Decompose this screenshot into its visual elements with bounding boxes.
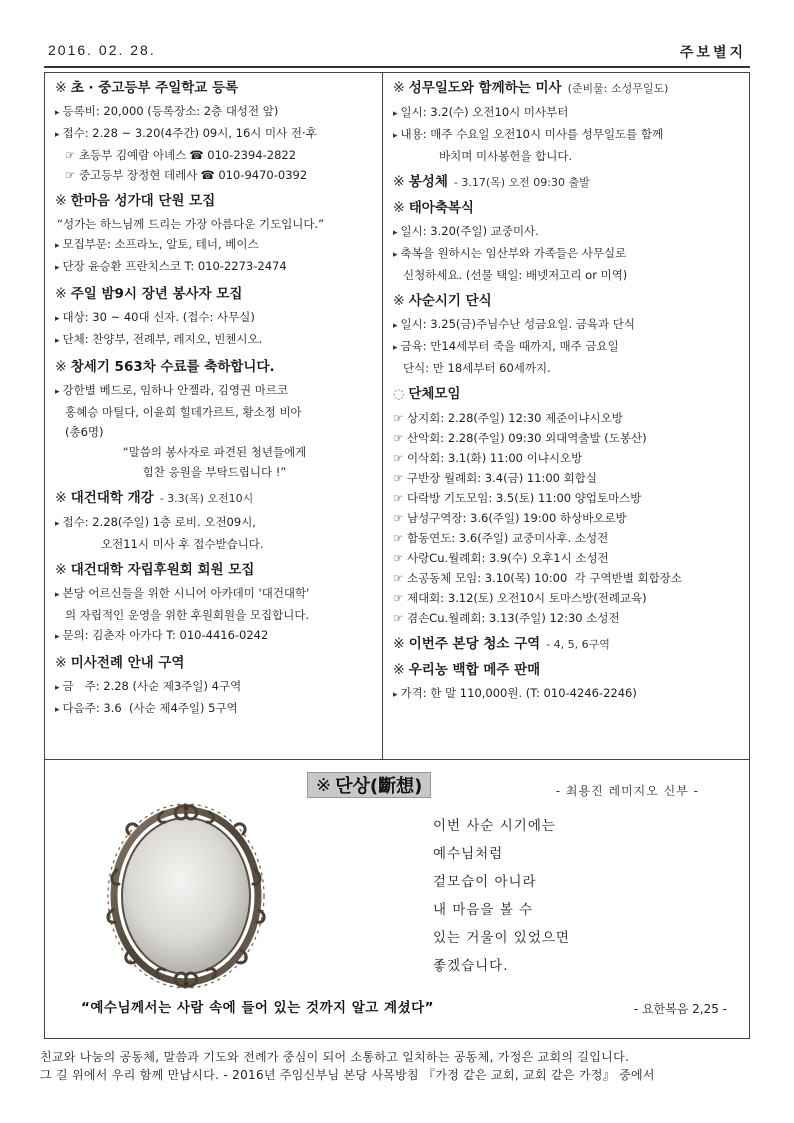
bullet-icon: ▸ — [55, 130, 60, 140]
reference-mark-icon: ※ — [55, 286, 67, 302]
section-title: 성무일도와 함께하는 미사 — [408, 80, 562, 96]
reflection-section — [45, 760, 749, 1038]
reference-mark-icon: ※ — [393, 80, 405, 96]
pointing-hand-icon: ☞ — [393, 611, 407, 625]
notice-meju-sale: ※ 우리농 백합 메주 판매 ▸ 가격: 한 말 110,000원. (T: 010-4246-2246) — [393, 662, 637, 700]
notice-lent-fasting: ※ 사순시기 단식 ▸ 일시: 3.25(금)주님수난 성금요일. 금육과 단식 ▸ 금육: 만14세부터 죽을 때까지, 매주 금요일 단식: 만 18세부터 60세까지. — [393, 293, 636, 375]
list-item: ☞ 제대회: 3.12(토) 오전10시 토마스방(전례교육) — [393, 591, 647, 605]
bullet-icon: ▸ — [393, 250, 398, 260]
left-column — [45, 73, 383, 759]
parish-motto-footer — [40, 1048, 756, 1084]
reflection-poem — [433, 812, 570, 980]
pointing-hand-icon: ☞ — [393, 531, 407, 545]
bullet-icon: ▸ — [55, 387, 60, 397]
reflection-title: ※ 단상(斷想) — [307, 772, 431, 798]
list-item: ☞ 다락방 기도모임: 3.5(토) 11:00 양업토마스방 — [393, 491, 642, 505]
bullet-icon: ▸ — [393, 109, 398, 119]
issue-date: 2016. 02. 28. — [48, 42, 156, 58]
list-item: ☞ 산악회: 2.28(주일) 09:30 외대역출발 (도봉산) — [393, 431, 647, 445]
list-item: ☞ 남성구역장: 3.6(주일) 19:00 하상바오로방 — [393, 511, 627, 525]
reference-mark-icon: ※ — [393, 662, 405, 678]
pointing-hand-icon: ☞ — [393, 471, 407, 485]
reflection-author: - 최용진 레미지오 신부 - — [555, 784, 699, 798]
section-title: 태아축복식 — [408, 200, 474, 216]
list-item: ☞ 이삭회: 3.1(화) 11:00 이냐시오방 — [393, 451, 583, 465]
list-item: ☞ 소공동체 모임: 3.10(목) 10:00 각 구역반별 회합장소 — [393, 571, 682, 585]
poem-line: 내 마음을 볼 수 — [433, 902, 534, 918]
pointing-hand-icon: ☞ — [393, 451, 407, 465]
bulletin-title: 주보별지 — [679, 45, 746, 61]
notice-cleaning-zone: ※ 이번주 본당 청소 구역 - 4, 5, 6구역 — [393, 636, 610, 652]
bullet-icon: ▸ — [55, 705, 60, 715]
poem-line: 겉모습이 아니라 — [433, 874, 537, 890]
header-rule — [44, 66, 750, 68]
section-title: 창세기 563차 수료를 축하합니다. — [70, 359, 275, 375]
bullet-icon: ▸ — [55, 683, 60, 693]
poem-line: 있는 거울이 있었으면 — [433, 930, 570, 946]
section-title: 봉성체 — [408, 174, 448, 190]
bullet-icon: ▸ — [393, 131, 398, 141]
section-title: 초 · 중고등부 주일학교 등록 — [70, 80, 239, 96]
notice-support-members: ※ 대건대학 자립후원회 회원 모집 ▸ 본당 어르신들을 위한 시니어 아카데미 '대건대학' 의 자립적인 운영을 위한 후원회원을 모집합니다. ▸ 문의: 김춘자 아가다 T: 010-4416-0242 — [55, 562, 310, 642]
bullet-icon: ▸ — [393, 343, 398, 353]
bullet-icon: ▸ — [55, 263, 60, 273]
bullet-icon: ▸ — [55, 590, 60, 600]
pointing-hand-icon: ☞ — [393, 491, 407, 505]
list-item: ☞ 상지회: 2.28(주일) 12:30 제준이냐시오방 — [393, 411, 623, 425]
page-header — [44, 40, 750, 68]
reference-mark-icon: ※ — [55, 562, 67, 578]
reference-mark-icon: ※ — [55, 359, 67, 375]
notice-sunday-school: ※ 초 · 중고등부 주일학교 등록 ▸ 등록비: 20,000 (등록장소: 2층 대성전 앞) ▸ 접수: 2.28 ~ 3.20(4주간) 09시, 16시 미사 전·후 ☞ 초등부 김예람 아녜스 ☎ 010-2394-2822 ☞ 중고등부 장정현 데레사 ☎ 010-9470-0392 — [55, 80, 317, 182]
section-title: 주일 밤9시 장년 봉사자 모집 — [70, 286, 243, 302]
poem-line: 예수님처럼 — [433, 846, 504, 862]
pointing-hand-icon: ☞ — [65, 168, 79, 182]
poem-line: 이번 사순 시기에는 — [433, 818, 556, 834]
poem-line: 좋겠습니다. — [433, 958, 509, 974]
bullet-icon: ▸ — [55, 519, 60, 529]
bulletin-frame — [44, 72, 750, 1039]
notice-columns — [45, 73, 749, 759]
section-title: 이번주 본당 청소 구역 — [408, 636, 541, 652]
reference-mark-icon: ※ — [55, 193, 67, 209]
bullet-icon: ▸ — [393, 321, 398, 331]
bullet-icon: ▸ — [55, 336, 60, 346]
notice-divine-office-mass: ※ 성무일도와 함께하는 미사 (준비물: 소성무일도) ▸ 일시: 3.2(수) 오전10시 미사부터 ▸ 내용: 매주 수요일 오전10시 미사를 성무일도를 함께 바치며 미사봉헌을 합니다. — [393, 80, 669, 163]
reference-mark-icon: ※ — [393, 636, 405, 652]
list-item: ☞ 사랑Cu.월례회: 3.9(수) 오후1시 소성전 — [393, 551, 609, 565]
notice-unborn-blessing: ※ 태아축복식 ▸ 일시: 3.20(주일) 교중미사. ▸ 축복을 원하시는 임산부와 가족들은 사무실로 신청하세요. (선물 택일: 배넷저고리 or 미역) — [393, 200, 628, 282]
section-title: 대건대학 자립후원회 회원 모집 — [70, 562, 255, 578]
bullet-icon: ▸ — [55, 632, 60, 642]
section-title: 사순시기 단식 — [408, 293, 492, 309]
dotted-ring-icon: ◌ — [393, 387, 405, 402]
section-title: 미사전례 안내 구역 — [70, 655, 185, 671]
bullet-icon: ▸ — [55, 241, 60, 251]
bullet-icon: ▸ — [393, 690, 398, 700]
section-title: 우리농 백합 메주 판매 — [408, 662, 541, 678]
list-item: ☞ 겸손Cu.월례회: 3.13(주일) 12:30 소성전 — [393, 611, 620, 625]
bullet-icon: ▸ — [55, 314, 60, 324]
footer-line: 친교와 나눔의 공동체, 말씀과 기도와 전례가 중심이 되어 소통하고 일치하는 공동체, 가정은 교회의 길입니다. — [40, 1050, 630, 1064]
pointing-hand-icon: ☞ — [393, 511, 407, 525]
telephone-icon: ☎ — [189, 148, 208, 162]
scripture-reference: - 요한복음 2,25 - — [633, 1002, 727, 1016]
notice-liturgy-zones: ※ 미사전례 안내 구역 ▸ 금 주: 2.28 (사순 제3주일) 4구역 ▸ 다음주: 3.6 (사순 제4주일) 5구역 — [55, 655, 242, 715]
notice-communion-visit: ※ 봉성체 - 3.17(목) 오전 09:30 출발 — [393, 174, 590, 190]
reference-mark-icon: ※ — [393, 174, 405, 190]
pointing-hand-icon: ☞ — [393, 411, 407, 425]
section-title: 대건대학 개강 — [70, 490, 154, 506]
telephone-icon: ☎ — [200, 168, 219, 182]
reference-mark-icon: ※ — [393, 200, 405, 216]
bullet-icon: ▸ — [393, 228, 398, 238]
notice-genesis-graduation: ※ 창세기 563차 수료를 축하합니다. ▸ 강한별 베드로, 임하나 안젤라, 김영권 마르코 홍혜승 마틸다, 이윤희 힐데가르트, 황소정 비아 (총6명) “말씀의 봉사자로 파견된 청년들에게 힘찬 응원을 부탁드립니다 !” — [55, 359, 307, 479]
list-item: ☞ 구반장 월례회: 3.4(금) 11:00 회합실 — [393, 471, 597, 485]
pointing-hand-icon: ☞ — [393, 431, 407, 445]
pointing-hand-icon: ☞ — [393, 571, 407, 585]
section-title: 단체모임 — [408, 386, 461, 402]
notice-volunteers: ※ 주일 밤9시 장년 봉사자 모집 ▸ 대상: 30 ~ 40대 신자. (접수: 사무실) ▸ 단체: 찬양부, 전례부, 레지오, 빈첸시오. — [55, 286, 263, 346]
bullet-icon: ▸ — [55, 108, 60, 118]
list-item: ☞ 함동연도: 3.6(주일) 교중미사후. 소성전 — [393, 531, 609, 545]
notice-choir: ※ 한마음 성가대 단원 모집 “성가는 하느님께 드리는 가장 아름다운 기도입니다.” ▸ 모집부문: 소프라노, 알토, 테너, 베이스 ▸ 단장 윤승환 프란치스코 T: 010-2273-2474 — [55, 193, 325, 273]
scripture-quote: “예수님께서는 사람 속에 들어 있는 것까지 알고 계셨다” — [81, 1000, 435, 1016]
pointing-hand-icon: ☞ — [393, 551, 407, 565]
section-title: 한마음 성가대 단원 모집 — [70, 193, 216, 209]
reference-mark-icon: ※ — [55, 490, 67, 506]
pointing-hand-icon: ☞ — [65, 148, 79, 162]
ornate-mirror-image — [103, 800, 269, 990]
reference-mark-icon: ※ — [55, 655, 67, 671]
pointing-hand-icon: ☞ — [393, 591, 407, 605]
reference-mark-icon: ※ — [55, 80, 67, 96]
footer-line: 그 길 위에서 우리 함께 만납시다. - 2016년 주임신부님 본당 사목방침 『가정 같은 교회, 교회 같은 가정』 중에서 — [40, 1068, 655, 1082]
notice-daegeon-college: ※ 대건대학 개강 - 3.3(목) 오전10시 ▸ 접수: 2.28(주일) 1층 로비. 오전09시, 오전11시 미사 후 접수받습니다. — [55, 490, 264, 551]
right-column — [383, 73, 749, 759]
reference-mark-icon: ※ — [393, 293, 405, 309]
notice-group-meetings — [393, 385, 741, 628]
reference-mark-icon: ※ — [316, 774, 332, 796]
